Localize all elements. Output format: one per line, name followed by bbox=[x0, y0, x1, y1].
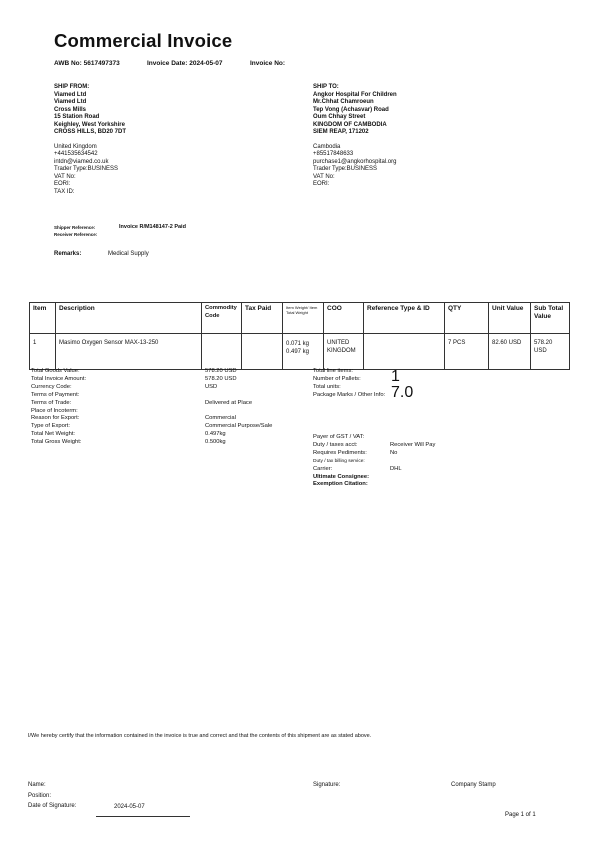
totals-value: DHL bbox=[390, 465, 402, 472]
totals-label: Terms of Trade: bbox=[31, 399, 72, 406]
totals-value: Commercial Purpose/Sale bbox=[205, 423, 273, 430]
cell-weight bbox=[283, 334, 324, 370]
company-stamp-label: Company Stamp bbox=[451, 782, 496, 788]
totals-value: 578.20 USD bbox=[205, 368, 237, 374]
totals-value: Delivered at Place bbox=[205, 399, 253, 406]
ship-to-line: Mr.Chhat Chamroeun bbox=[313, 99, 374, 105]
totals-label: Total line items: bbox=[313, 368, 353, 374]
totals-label: Total units: bbox=[313, 383, 341, 390]
totals-label: Total Invoice Amount: bbox=[31, 375, 87, 382]
totals-value: No bbox=[390, 449, 398, 456]
cell-subtotal bbox=[531, 334, 570, 370]
shipper-reference-label: Shipper Reference: bbox=[54, 225, 96, 230]
totals-value: Commercial bbox=[205, 415, 236, 422]
totals-label: Place of Incoterm: bbox=[31, 407, 78, 414]
totals-label: Reason for Export: bbox=[31, 415, 80, 422]
totals-value bbox=[390, 458, 435, 466]
ship-from-contact: intdn@viamed.co.uk bbox=[54, 158, 109, 165]
totals-label: Payer of GST / VAT: bbox=[313, 434, 365, 440]
totals-label: Number of Pallets: bbox=[313, 375, 361, 382]
ship-to-line: Oum Chhay Street bbox=[313, 114, 366, 120]
ship-from-line: Cross Mills bbox=[54, 106, 87, 113]
ship-to-contact: EORI: bbox=[313, 181, 330, 187]
ship-from-contact: EORI: bbox=[54, 181, 71, 187]
totals-label: Duty / tax billing service: bbox=[313, 458, 365, 464]
page-number: Page 1 of 1 bbox=[505, 812, 536, 818]
totals-label: Currency Code: bbox=[31, 383, 72, 390]
ship-to-contact: Trader Type:BUSINESS bbox=[313, 166, 378, 172]
totals-label: Package Marks / Other Info: bbox=[313, 391, 386, 398]
totals-value bbox=[205, 408, 272, 416]
totals-value bbox=[390, 434, 435, 442]
ship-to-label: SHIP TO: bbox=[313, 84, 339, 90]
col-coo: COO bbox=[324, 303, 364, 334]
ship-to-block bbox=[313, 84, 397, 189]
totals-value: 0.500kg bbox=[205, 439, 226, 446]
ship-to-country: Cambodia bbox=[313, 143, 341, 150]
totals-label: Carrier: bbox=[313, 465, 333, 472]
date-of-signature-value: 2024-05-07 bbox=[114, 804, 145, 810]
totals-label: Terms of Payment: bbox=[31, 391, 80, 398]
totals-right-bottom-labels bbox=[313, 434, 369, 489]
totals-value bbox=[390, 481, 435, 489]
date-underline bbox=[96, 816, 190, 817]
cell-item: 1 bbox=[30, 334, 56, 370]
ship-from-line: CROSS HILLS, BD20 7DT bbox=[54, 129, 127, 135]
cell-item-weight: 0.071 kg bbox=[286, 341, 310, 347]
totals-label: Ultimate Consignee: bbox=[313, 473, 370, 480]
ship-from-contact: VAT No: bbox=[54, 173, 76, 180]
certification-text: I/We hereby certify that the information contained in the invoice is true and correct and that the contents of this shipment are as stated above. bbox=[28, 733, 372, 739]
ship-from-line: 15 Station Road bbox=[54, 114, 100, 120]
ship-from-line: Viamed Ltd bbox=[54, 99, 87, 105]
invoice-number: Invoice No: bbox=[250, 60, 286, 67]
ship-to-line: SIEM REAP, 171202 bbox=[313, 129, 369, 135]
col-reference: Reference Type & ID bbox=[364, 303, 445, 334]
cell-coo-line2: KINGDOM bbox=[327, 347, 356, 354]
table-row bbox=[30, 334, 570, 370]
ship-to-contact: VAT No: bbox=[313, 173, 335, 180]
ship-from-line: Viamed Ltd bbox=[54, 91, 87, 98]
col-description: Description bbox=[56, 303, 202, 334]
cell-coo bbox=[324, 334, 364, 370]
totals-value: USD bbox=[205, 383, 218, 390]
awb-number: AWB No: 5617497373 bbox=[54, 60, 120, 67]
col-commodity-code: Commodity Code bbox=[202, 303, 242, 334]
ship-to-contact: purchase1@angkorhospital.org bbox=[313, 158, 397, 165]
remarks-label: Remarks: bbox=[54, 251, 82, 257]
ship-to-line: KINGDOM OF CAMBODIA bbox=[313, 121, 387, 128]
ship-from-label: SHIP FROM: bbox=[54, 84, 90, 90]
table-header-row bbox=[30, 303, 570, 334]
col-qty: QTY bbox=[445, 303, 489, 334]
items-table bbox=[29, 302, 570, 370]
totals-label: Duty / taxes acct: bbox=[313, 441, 358, 448]
totals-value: Receiver Will Pay bbox=[390, 441, 436, 448]
ship-to-line: Tep Vong (Achasvar) Road bbox=[313, 106, 389, 113]
totals-right-top-labels bbox=[313, 368, 385, 400]
date-of-signature-label: Date of Signature: bbox=[28, 803, 77, 809]
cell-description: Masimo Oxygen Sensor MAX-13-250 bbox=[56, 334, 202, 370]
cell-subtotal-currency: USD bbox=[534, 347, 547, 354]
col-subtotal: Sub Total Value bbox=[531, 303, 570, 334]
cell-subtotal-amount: 578.20 bbox=[534, 340, 553, 346]
col-tax-paid: Tax Paid bbox=[242, 303, 283, 334]
ship-from-line: Keighley, West Yorkshire bbox=[54, 121, 125, 128]
totals-label: Total Gross Weight: bbox=[31, 439, 82, 446]
units-value: 7.0 bbox=[391, 384, 414, 401]
ship-from-contact: TAX ID: bbox=[54, 188, 75, 195]
ship-from-country: United Kingdom bbox=[54, 143, 97, 150]
totals-value: 578.20 USD bbox=[205, 375, 237, 382]
cell-coo-line1: UNITED bbox=[327, 340, 350, 346]
ship-from-contact: +441535634542 bbox=[54, 151, 98, 157]
cell-commodity bbox=[202, 334, 242, 370]
invoice-title: Commercial Invoice bbox=[54, 30, 233, 51]
totals-value bbox=[205, 392, 272, 400]
receiver-reference-label: Receiver Reference: bbox=[54, 232, 98, 237]
totals-label: Total Goods Value: bbox=[31, 368, 80, 374]
name-label: Name: bbox=[28, 782, 46, 788]
col-weight: Item Weight/ Item Total Weight bbox=[283, 303, 324, 334]
totals-left-labels bbox=[31, 368, 86, 447]
invoice-date: Invoice Date: 2024-05-07 bbox=[147, 60, 223, 67]
ship-from-block bbox=[54, 84, 126, 196]
totals-label: Requires Pediments: bbox=[313, 449, 367, 456]
ship-from-contact: Trader Type:BUSINESS bbox=[54, 166, 119, 172]
cell-qty: 7 PCS bbox=[445, 334, 489, 370]
totals-label: Total Net Weight: bbox=[31, 431, 76, 438]
col-unit-value: Unit Value bbox=[489, 303, 531, 334]
cell-unit-value: 82.60 USD bbox=[489, 334, 531, 370]
ship-to-contact: +85517848633 bbox=[313, 151, 354, 157]
cell-total-weight: 0.497 kg bbox=[286, 348, 310, 355]
position-label: Position: bbox=[28, 793, 52, 799]
totals-left-values bbox=[205, 368, 272, 447]
totals-right-bottom-values bbox=[390, 434, 435, 489]
totals-value bbox=[390, 474, 435, 482]
totals-value: 0.497kg bbox=[205, 431, 226, 438]
totals-label: Type of Export: bbox=[31, 423, 70, 430]
ship-to-line: Angkor Hospital For Children bbox=[313, 91, 397, 98]
cell-tax bbox=[242, 334, 283, 370]
totals-label: Exemption Citation: bbox=[313, 481, 368, 488]
line-items-value: 1 bbox=[391, 368, 400, 385]
col-item: Item bbox=[30, 303, 56, 334]
remarks-value: Medical Supply bbox=[108, 251, 149, 257]
shipper-reference-value: Invoice R/M148147-2 Paid bbox=[119, 224, 186, 230]
signature-label: Signature: bbox=[313, 782, 341, 788]
cell-reference bbox=[364, 334, 445, 370]
